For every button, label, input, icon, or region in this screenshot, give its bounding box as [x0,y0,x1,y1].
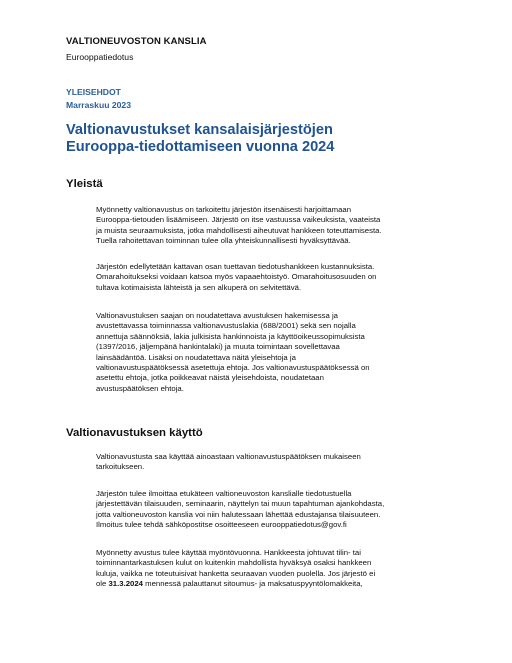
paragraph [96,205,442,247]
paragraph-line: toiminnantarkastuksen kulut on kuitenkin mahdollista hyväksyä osaksi hankkeen [96,558,372,568]
title-line-2: Eurooppa-tiedottamiseen vuonna 2024 [66,139,335,155]
paragraph-line: Tuella rahoitettavan toiminnan tulee olla yhteiskunnallisesti hyväksyttävää. [96,236,351,246]
unit-name: Eurooppatiedotus [66,52,134,62]
paragraph-line: jotta valtioneuvoston kanslia voi niin halutessaan lähettää edustajansa tilaisuuteen. [96,509,381,519]
paragraph-line: järjestettävän tilaisuuden, seminaarin, näyttelyn tai muun tapahtuman ajankohdasta, [96,499,385,509]
organization-name: VALTIONEUVOSTON KANSLIA [66,36,207,47]
paragraph-line: lainsäädäntöä. Lisäksi on noudatettava näitä yleisehtoja ja [96,352,296,362]
paragraph-line: kuluja, vaikka ne toteutuisivat hanketta seuraavan vuoden puolella. Jos järjestö ei [96,568,376,578]
paragraph [96,452,442,473]
paragraph-line: Ilmoitus tulee tehdä sähköpostitse osoitteeseen eurooppatiedotus@gov.fi [96,520,347,530]
paragraph-line: Järjestön edellytetään kattavan osan tuettavan tiedotushankkeen kustannuksista. [96,262,375,271]
paragraph-line: annettuja säännöksiä, lakia julkisista hankinnoista ja käyttöoikeussopimuksista [96,331,365,341]
paragraph [96,489,442,531]
paragraph-line [96,579,442,589]
deadline-date: 31.3.2024 [108,579,143,589]
document-type: YLEISEHDOT [66,87,121,97]
paragraph-line: avustuspäätöksen ehtoja. [96,383,184,393]
line-text: mennessä palauttanut sitoumus- ja maksatuspyyntölomakkeita, [142,579,363,589]
section-heading-usage: Valtionavustuksen käyttö [66,427,203,439]
document-title [66,122,466,156]
paragraph-line: (1397/2016, jäljempänä hankintalaki) ja muuta toimintaan sovellettavaa [96,342,340,352]
paragraph-line: avustettavassa toiminnassa valtionavustuslakia (688/2001) sekä sen nojalla [96,321,356,331]
section-heading-general: Yleistä [66,178,103,190]
paragraph [96,311,442,394]
paragraph-line: Myönnetty valtionavustus on tarkoitettu järjestön itsenäisesti harjoittamaan [96,205,352,214]
paragraph-line: Omarahoitukseksi voidaan katsoa myös vapaaehtoistyö. Omarahoitusosuuden on [96,272,377,282]
paragraph-line: tultava kotimaisista lähteistä ja sen alkuperä on selvitettävä. [96,282,302,292]
paragraph-line: asetettu ehtoja, jotka poikkeavat näistä yleisehdoista, noudatetaan [96,373,324,383]
paragraph-line: valtionavustuspäätöksessä asetettuja ehtoja. Jos valtionavustuspäätöksessä on [96,363,370,373]
paragraph-line: tarkoitukseen. [96,462,145,472]
paragraph-line: Järjestön tulee ilmoittaa etukäteen valtioneuvoston kanslialle tiedotustuella [96,489,352,498]
paragraph [96,262,442,293]
paragraph-line: Myönnetty avustus tulee käyttää myöntövuonna. Hankkeesta johtuvat tilin- tai [96,548,361,557]
paragraph-line: Eurooppa-tietouden lisäämiseen. Järjestö on itse vastuussa vaikeuksista, vaateista [96,215,381,225]
paragraph-line: ja muista seuraamuksista, jotka mahdollisesti aiheutuvat hankkeen toteuttamisesta. [96,225,382,235]
title-line-1: Valtionavustukset kansalaisjärjestöjen [66,122,333,138]
document-date: Marraskuu 2023 [66,100,131,110]
line-text: ole [96,579,109,589]
paragraph-line: Valtionavustusta saa käyttää ainoastaan valtionavustuspäätöksen mukaiseen [96,452,361,461]
paragraph [96,548,442,590]
paragraph-line: Valtionavustuksen saajan on noudatettava avustuksen hakemisessa ja [96,311,338,320]
